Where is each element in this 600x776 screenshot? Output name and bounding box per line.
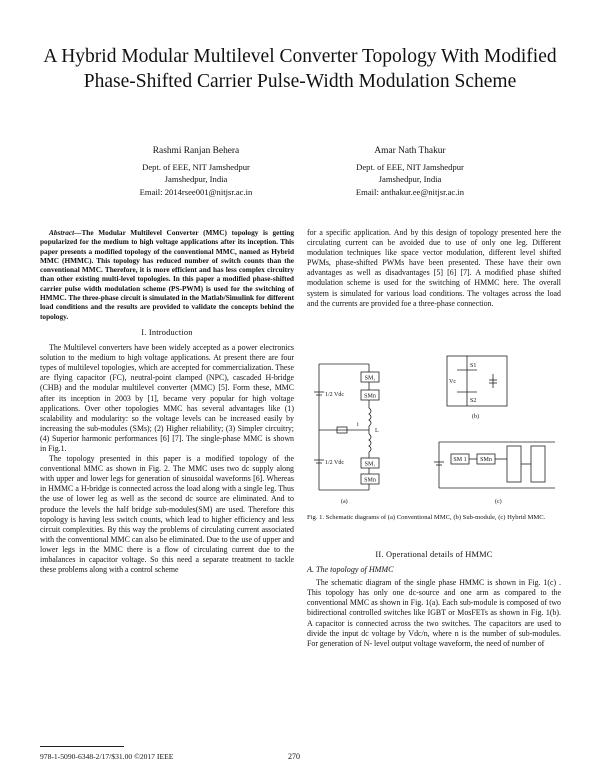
author-name: Amar Nath Thakur <box>374 146 446 156</box>
intro-paragraph-2: The topology presented in this paper is a modified topology of the conventional MMC as shown in Fig. 2. The MMC uses two dc supply along with upper and lower legs for generation of sinusoidal waveforms [6]. Whereas in HMMC a H-bridge is connected across the load along with a single leg. Thus the use of lower leg as well as the second dc source are eliminated. And to produce the levels the half bridge sub-modules(SM) are used. Therefore this topology is having less switch counts, which lead to higher efficiency and less circuit complexities. By this way the problems of circulating current associated with the conventional MMC can also be eliminated. Due to the use of upper and lower legs in the MMC there is a flow of circulating current due to the imbalances in capacitor voltage. So this need a separate treatment to tackle these problems along with a control scheme <box>40 454 294 575</box>
figure-caption: Fig. 1. Schematic diagrams of (a) Conventional MMC, (b) Sub-module, (c) Hybrid MMC. <box>307 514 546 521</box>
label-a: (a) <box>341 499 348 505</box>
author-dept: Dept. of EEE, NIT Jamshedpur <box>142 161 250 172</box>
label-i: i <box>357 422 359 428</box>
label-vdc-top: 1/2 Vdc <box>325 392 345 398</box>
label-l: L <box>375 428 379 434</box>
label-vdc-bottom: 1/2 Vdc <box>325 460 345 466</box>
right-column-bottom <box>307 543 561 649</box>
operational-paragraph-1: The schematic diagram of the single phase HMMC is shown in Fig. 1(c) . This topology has only one dc-source and one arm as compared to the conventional MMC as shown in Fig. 1(a). Each sub-module is composed of two bidirectional controlled switches like IGBT or MosFETs as shown in Fig. 1(b). A capacitor is connected across the two switches. The capacitors are used to divide the input dc voltage by Vdc/n, where n is the number of sub-modules. For generation of N- level output voltage waveform, the need of number of <box>307 578 561 648</box>
footer-isbn: 978-1-5090-6348-2/17/$31.00 ©2017 IEEE <box>40 752 174 761</box>
abstract-text: —The Modular Multilevel Converter (MMC) topology is getting popularized for the medium to high voltage applications after its inception. This paper presents a modified topology of the conventional MMC, named as Hybrid MMC (HMMC). This topology has reduced number of switch counts than the conventional MMC. Therefore, it is more efficient and has less complex circuitry than other existing multi-level topologies. In this paper a modified phase-shifted carrier pulse width modulation scheme (PS-PWM) is used for the switching of HMMC. The three-phase circuit is simulated in the Matlab/Simulink for different load conditions and the results are provided to validate the concepts behind the topology. <box>40 228 294 321</box>
abstract-label: Abstract <box>49 228 75 237</box>
section-heading-introduction: I. Introduction <box>141 327 193 337</box>
abstract <box>40 228 294 321</box>
section-heading-operational-details: II. Operational details of HMMC <box>375 550 493 559</box>
label-smn-upper: SMn <box>364 393 376 400</box>
label-c-sm1: SM 1 <box>453 457 467 463</box>
footer-rule <box>40 746 124 747</box>
paper-title: A Hybrid Modular Multilevel Converter Topology With Modified Phase-Shifted Carrier Pulse-Width Modulation Scheme <box>43 46 557 92</box>
author-location: Jamshedpur, India <box>378 174 442 184</box>
label-s1: S1 <box>470 363 477 369</box>
label-c: (c) <box>495 499 502 505</box>
right-paragraph-1: for a specific application. And by this design of topology presented here the circulating current can be avoided due to use of only one leg. Different modulation techniques like space vector modulation, different level shifted PWMs, phase-shifted PWMs have been presented. These have their own advantages as well as disadvantages [5] [6] [7]. A modified phase shifted modulation scheme is used for the switching of HMMC here. The overall system is simulated for various load conditions. The voltages across the load and the currents are provided foe a three-phase connection. <box>307 228 561 308</box>
author-block-2 <box>300 145 520 198</box>
author-block-1 <box>86 145 306 198</box>
author-email: Email: 2014rsee001@nitjsr.ac.in <box>139 186 253 197</box>
label-smn-lower: SMn <box>364 477 376 484</box>
label-c-smn: SMn <box>480 457 492 463</box>
label-sm1: SM₁ <box>364 375 376 382</box>
left-column <box>40 228 294 575</box>
page-number: 270 <box>288 752 300 761</box>
label-s2: S2 <box>470 398 477 404</box>
intro-paragraph-1: The Multilevel converters have been widely accepted as a power electronics solution to the medium to high voltage applications. At present there are four types of multilevel topologies, which are accepted for commercialization. These are flying capacitor (FC), neutral-point clamped (NPC), cascaded H-bridge (CHB) and the modular multilevel converter (MMC) [5]. Form these, MMC after its inception in 2003 by [1], became very popular for high voltage applications. Over other topologies MMC has several advantages like (1) scalability and modularity: so the voltage levels can be increased easily by increasing the sub-modules (SMs); (2) Higher reliability; (3) Simpler circuitry; (4) Superior harmonic performances [6] [7]. The single-phase MMC is shown in Fig.1. <box>40 343 294 453</box>
author-email: Email: anthakur.ee@nitjsr.ac.in <box>355 186 465 197</box>
author-dept: Dept. of EEE, NIT Jamshedpur <box>356 161 464 172</box>
figure-1-schematic <box>307 350 561 510</box>
right-column-top <box>307 228 561 309</box>
label-b: (b) <box>472 414 479 420</box>
label-sm1-lower: SM₁ <box>364 461 376 468</box>
subsection-heading-topology: A. The topology of HMMC <box>307 565 394 575</box>
author-location: Jamshedpur, India <box>164 174 228 184</box>
author-name: Rashmi Ranjan Behera <box>152 146 240 156</box>
label-vc: Vc <box>449 379 456 385</box>
